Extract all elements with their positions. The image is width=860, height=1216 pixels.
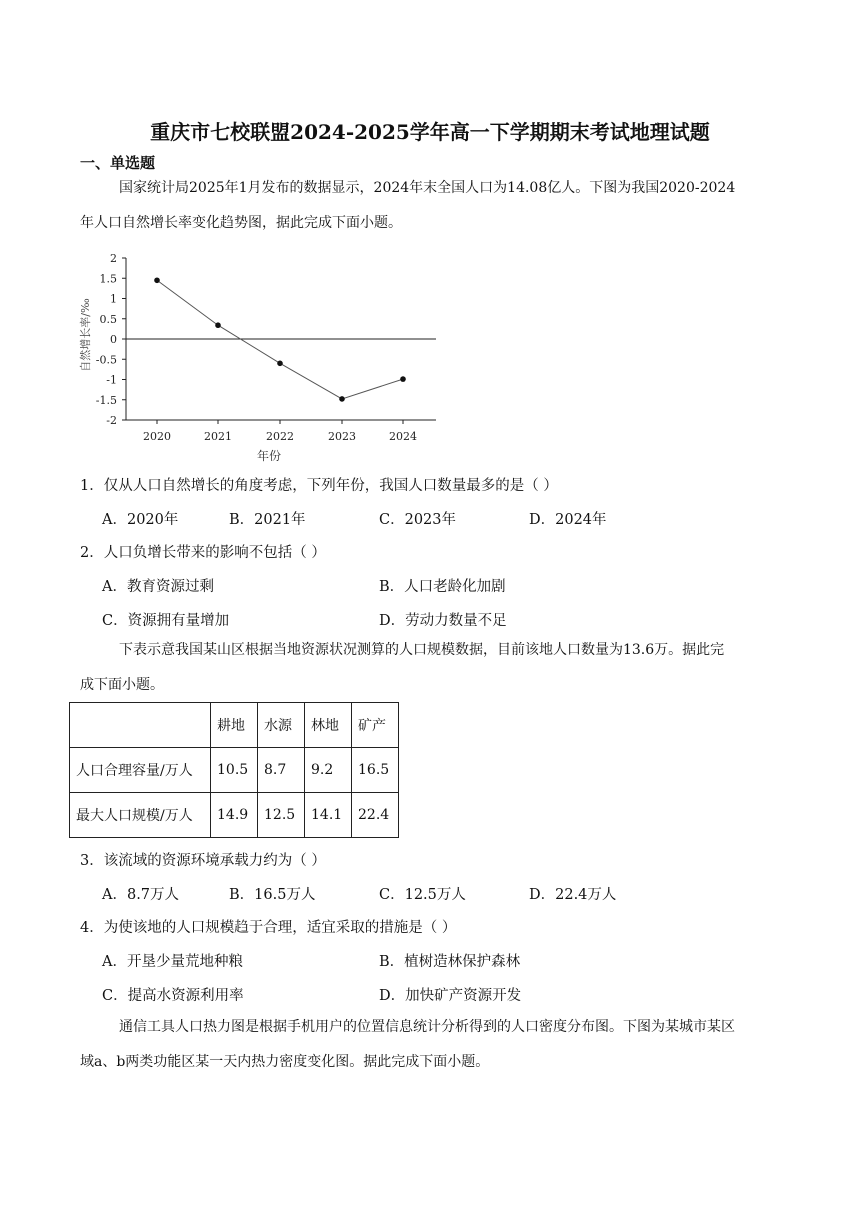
question-3-option-b[interactable]: B．16.5万人 <box>229 887 316 903</box>
intro-paragraph-2-line-2: 成下面小题。 <box>80 677 164 693</box>
x-tick-label: 2021 <box>204 430 232 443</box>
page-title: 重庆市七校联盟2024-2025学年高一下学期期末考试地理试题 <box>150 120 710 144</box>
y-tick-label: -0.5 <box>95 353 117 367</box>
x-tick-label: 2023 <box>328 430 356 443</box>
table-cell: 16.5 <box>352 748 399 793</box>
question-1-option-a[interactable]: A．2020年 <box>102 512 179 528</box>
data-point <box>339 396 345 402</box>
resource-population-table <box>69 702 399 838</box>
y-tick-label: 2 <box>110 252 117 265</box>
question-4-option-c[interactable]: C．提高水资源利用率 <box>102 988 244 1004</box>
question-1-option-b[interactable]: B．2021年 <box>229 512 306 528</box>
table-header-cell: 水源 <box>258 703 305 748</box>
table-header-cell: 耕地 <box>211 703 258 748</box>
question-2-option-b[interactable]: B．人口老龄化加剧 <box>379 579 506 595</box>
table-cell: 10.5 <box>211 748 258 793</box>
table-header-cell: 林地 <box>305 703 352 748</box>
question-1-option-d[interactable]: D．2024年 <box>529 512 607 528</box>
intro-paragraph-1-line-1: 国家统计局2025年1月发布的数据显示，2024年末全国人口为14.08亿人。下图为我国2020-2024 <box>119 180 736 196</box>
y-tick-label: 0 <box>110 333 117 346</box>
y-tick-label: 1 <box>110 292 117 306</box>
y-tick-label: -1 <box>106 373 117 387</box>
intro-paragraph-1-line-2: 年人口自然增长率变化趋势图，据此完成下面小题。 <box>80 215 402 231</box>
table-cell: 9.2 <box>305 748 352 793</box>
x-tick-label: 2022 <box>266 430 294 443</box>
x-tick-label: 2020 <box>143 430 171 443</box>
y-tick-label: 0.5 <box>99 312 117 326</box>
table-row <box>70 793 399 838</box>
question-3-option-a[interactable]: A．8.7万人 <box>102 887 180 903</box>
table-cell: 8.7 <box>258 748 305 793</box>
question-2-option-d[interactable]: D．劳动力数量不足 <box>379 613 507 629</box>
question-2-stem: 2．人口负增长带来的影响不包括（ ） <box>80 545 326 561</box>
table-cell: 22.4 <box>352 793 399 838</box>
y-axis-title: 自然增长率/‰ <box>79 298 92 372</box>
population-growth-line-chart <box>68 248 468 468</box>
table-header-cell: 矿产 <box>352 703 399 748</box>
question-3-option-d[interactable]: D．22.4万人 <box>529 887 617 903</box>
data-point <box>154 277 160 283</box>
question-2-option-c[interactable]: C．资源拥有量增加 <box>102 613 230 629</box>
question-1-option-c[interactable]: C．2023年 <box>379 512 456 528</box>
table-row <box>70 748 399 793</box>
question-2-option-a[interactable]: A．教育资源过剩 <box>102 579 214 595</box>
data-point <box>277 361 283 367</box>
intro-paragraph-2-line-1: 下表示意我国某山区根据当地资源状况测算的人口规模数据，目前该地人口数量为13.6万。据此完 <box>119 642 725 658</box>
table-cell: 14.9 <box>211 793 258 838</box>
data-point <box>215 322 221 328</box>
table-row-label: 人口合理容量/万人 <box>70 748 211 793</box>
y-tick-label: -1.5 <box>95 393 117 407</box>
question-1-stem: 1．仅从人口自然增长的角度考虑，下列年份，我国人口数量最多的是（ ） <box>80 478 558 494</box>
x-axis-title: 年份 <box>256 449 282 463</box>
question-4-option-b[interactable]: B．植树造林保护森林 <box>379 954 521 970</box>
x-tick-label: 2024 <box>389 430 417 443</box>
question-3-stem: 3．该流域的资源环境承载力约为（ ） <box>80 853 326 869</box>
table-header-row <box>70 703 399 748</box>
table-header-cell <box>70 703 211 748</box>
table-cell: 14.1 <box>305 793 352 838</box>
y-tick-label: -2 <box>106 414 117 427</box>
y-tick-label: 1.5 <box>99 272 117 286</box>
question-4-option-d[interactable]: D．加快矿产资源开发 <box>379 988 522 1004</box>
question-3-option-c[interactable]: C．12.5万人 <box>379 887 466 903</box>
table-cell: 12.5 <box>258 793 305 838</box>
question-4-stem: 4．为使该地的人口规模趋于合理，适宜采取的措施是（ ） <box>80 920 457 936</box>
intro-paragraph-3-line-1: 通信工具人口热力图是根据手机用户的位置信息统计分析得到的人口密度分布图。下图为某城市某区 <box>119 1019 735 1035</box>
series-line <box>157 280 403 399</box>
intro-paragraph-3-line-2: 域a、b两类功能区某一天内热力密度变化图。据此完成下面小题。 <box>80 1054 490 1070</box>
section-heading: 一、单选题 <box>80 154 156 172</box>
table-row-label: 最大人口规模/万人 <box>70 793 211 838</box>
question-4-option-a[interactable]: A．开垦少量荒地种粮 <box>102 954 243 970</box>
data-point <box>400 376 406 382</box>
